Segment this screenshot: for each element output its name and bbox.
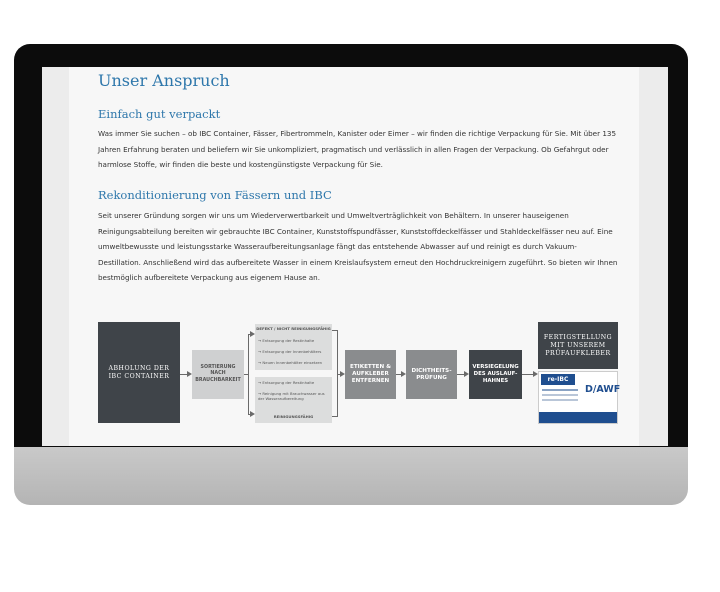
arrow-icon (187, 371, 192, 377)
flow-defect-panel (255, 324, 332, 370)
web-page (69, 67, 639, 446)
arrow-icon (340, 371, 345, 377)
flow-defect-step: → Entsorgung der Innenbehälters (258, 349, 322, 354)
section-heading-reconditioning: Rekonditionierung von Fässern und IBC (98, 188, 332, 202)
flow-clean-panel (255, 377, 332, 423)
flow-sorting-box: SORTIERUNG NACH BRAUCHBARKEIT (192, 350, 244, 399)
arrow-icon (250, 331, 255, 337)
flow-labels-box: ETIKETTEN & AUFKLEBER ENTFERNEN (345, 350, 396, 399)
flow-finish-box: FERTIGSTELLUNG MIT UNSEREM PRÜFAUFKLEBER (538, 322, 618, 369)
flow-sealing-box: VERSIEGELUNG DES AUSLAUF-HAHNES (469, 350, 522, 399)
re-ibc-logo: re-IBC (541, 374, 575, 385)
arrow-icon (464, 371, 469, 377)
arrow-icon (533, 371, 538, 377)
section-text-reconditioning: Seit unserer Gründung sorgen wir uns um Wiederverwertbarkeit und Umweltverträglichkeit von Behältern. In unserer hauseigenen Reinigungsabteilung bereiten wir gebrauchte IBC Container, Kunststoffspundfässer, Kunststoffdeckelfässer und Stahldeckelfässer neu auf. Eine umweltbewusste und leistungsstarke Wasseraufbereitungsanlage fängt das entstehende Abwasser auf und reinigt es durch Vakuum-Destillation. Anschließend wird das aufbereitete Wasser in einem Kreislaufsystem erneut den Hochdruckreinigern zugeführt. So bieten wir Ihnen bestmöglich aufbereitete Verpackung aus eigenem Hause an. (98, 211, 618, 283)
flow-defect-label: DEFEKT / NICHT REINIGUNGSFÄHIG (256, 326, 331, 331)
dawf-logo: D/AWF (585, 384, 621, 395)
inspection-certificate (538, 371, 621, 424)
flow-pickup-box: ABHOLUNG DER IBC CONTAINER (98, 322, 180, 423)
arrow-icon (250, 411, 255, 417)
monitor-chin (14, 447, 688, 505)
section-text-packaging: Was immer Sie suchen – ob IBC Container, Fässer, Fibertrommeln, Kanister oder Eimer – wir finden die richtige Verpackung für Sie. Mit über 135 Jahren Erfahrung beraten und beliefern wir Sie unkompliziert, pragmatisch und verlässlich in allen Fragen der Verpackung. Ob Gefahrgut oder harmlose Stoffe, wir finden die beste und kostengünstigste Verpackung für Sie. (98, 129, 617, 170)
flow-clean-step: → Entsorgung der Restinhalte (258, 380, 315, 385)
arrow-icon (401, 371, 406, 377)
flow-tightness-box: DICHTHEITS-PRÜFUNG (406, 350, 457, 399)
screen (42, 67, 668, 446)
flow-clean-step: → Reinigung mit Brauchwasser aus der Wasseraufbereitung (258, 391, 325, 401)
page-title: Unser Anspruch (98, 71, 230, 90)
section-heading-packaging: Einfach gut verpackt (98, 107, 221, 121)
process-flow-diagram (98, 320, 621, 425)
flow-defect-step: → Entsorgung der Restinhalte (258, 338, 315, 343)
flow-defect-step: → Neuen Innenbehälter einsetzen (258, 360, 323, 365)
flow-clean-label: REINIGUNGSFÄHIG (273, 414, 314, 419)
